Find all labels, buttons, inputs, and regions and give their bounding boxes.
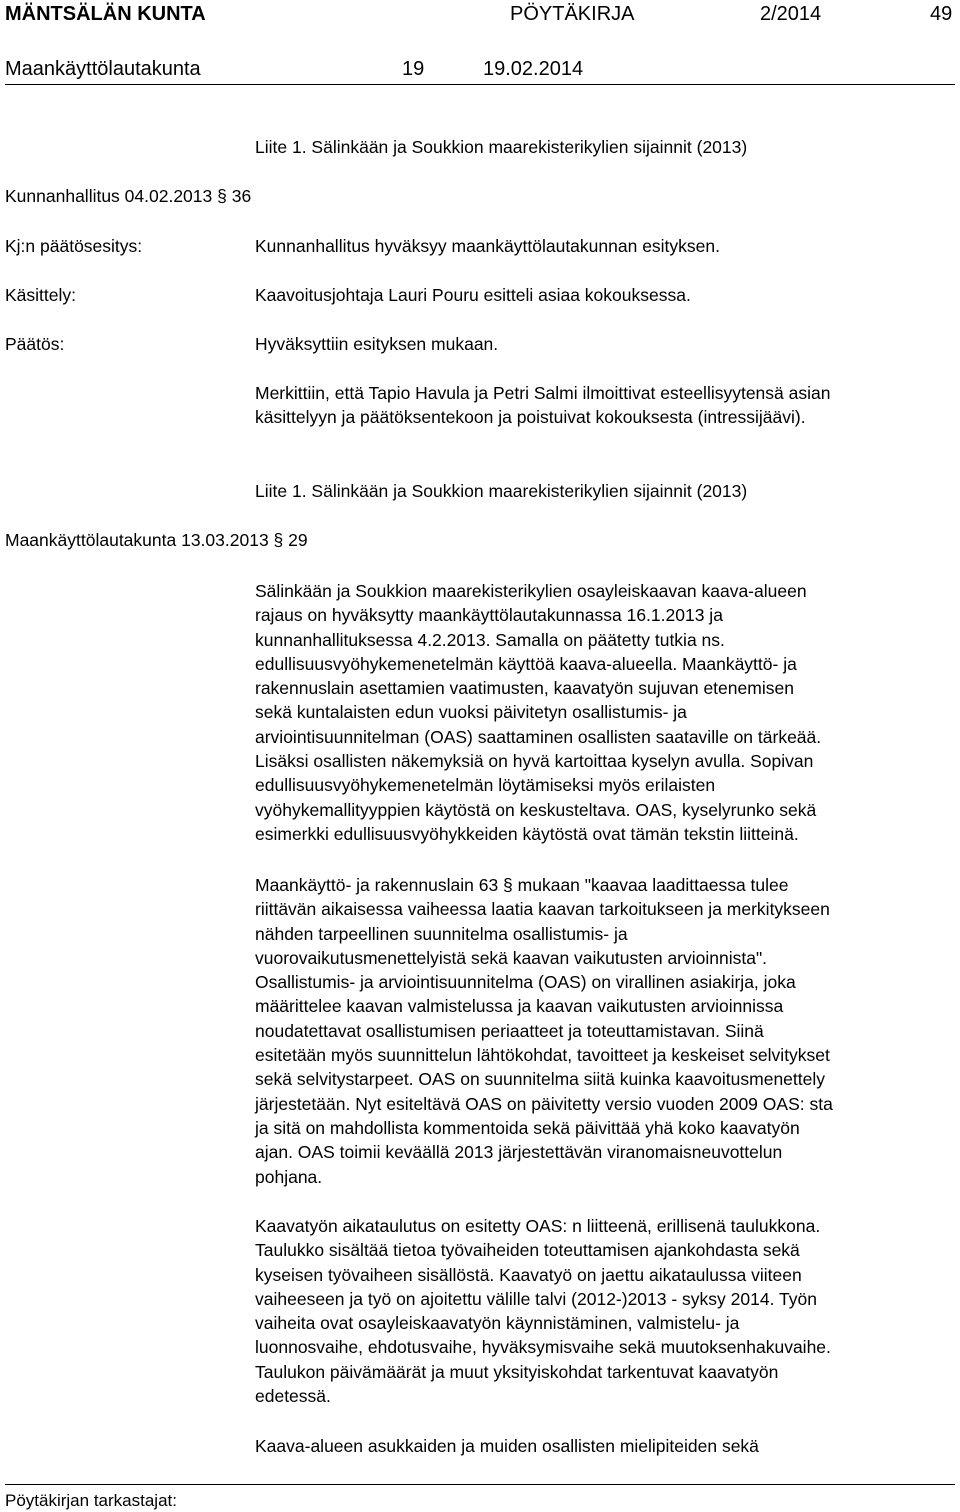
text-line: rajaus on hyväksytty maankäyttölautakunnassa 16.1.2013 ja [255, 605, 723, 626]
page-number: 49 [930, 3, 953, 25]
text-line: Lisäksi osallisten näkemyksiä on hyvä kartoittaa kyselyn avulla. Sopivan [255, 751, 814, 772]
paragraph-3 [255, 1214, 831, 1408]
text-line: määrittelee kaavan valmistelussa ja kaavan vaikutusten arvioinnissa [255, 996, 784, 1017]
text-line: vaiheita ovat osayleiskaavatyön käynnistäminen, valmistelu- ja [255, 1313, 740, 1334]
text-line: Sälinkään ja Soukkion maarekisterikylien osayleiskaavan kaava-alueen [255, 581, 807, 601]
text-line: edullisuusvyöhykemenetelmän löytämiseksi myös erilaisten [255, 775, 716, 796]
text-line: rakennuslain asettamien vaatimusten, kaavatyön sujuvan etenemisen [255, 678, 794, 699]
text-line: vaiheeseen ja työ on ajoitettu välille talvi (2012-)2013 - syksy 2014. Työn [255, 1288, 817, 1309]
decision-text: Hyväksyttiin esityksen mukaan. [255, 334, 499, 354]
paragraph-2 [255, 873, 833, 1189]
text-line: Merkittiin, että Tapio Havula ja Petri Salmi ilmoittivat esteellisyytensä asian [255, 383, 831, 403]
header-underline [5, 84, 955, 85]
text-line: nähden tarpeellinen suunnitelma osallistumis- ja [255, 923, 628, 944]
handling-label: Käsittely: [5, 285, 76, 305]
text-line: vuorovaikutusmenettelyistä sekä kaavan vaikutusten arvioinnista". [255, 947, 768, 968]
decision-label: Päätös: [5, 334, 65, 354]
paragraph-1 [255, 579, 821, 846]
text-line: esimerkki edullisuusvyöhykkeiden käytöstä ovat tämän tekstin liitteinä. [255, 823, 799, 844]
document-number: 2/2014 [760, 3, 822, 25]
meeting-date: 19.02.2014 [483, 58, 584, 80]
handling-text: Kaavoitusjohtaja Lauri Pouru esitteli asiaa kokouksessa. [255, 285, 691, 305]
text-line: Maankäyttö- ja rakennuslain 63 § mukaan "kaavaa laadittaessa tulee [255, 875, 789, 895]
footer-rule [5, 1484, 955, 1485]
text-line: luonnosvaihe, ehdotusvaihe, hyväksymisvaihe sekä muutoksenhakuvaihe. [255, 1337, 831, 1358]
text-line: kunnanhallituksessa 4.2.2013. Samalla on päätetty tutkia ns. [255, 629, 725, 650]
text-line: Kaava-alueen asukkaiden ja muiden osallisten mielipiteiden sekä [255, 1436, 759, 1456]
text-line: järjestetään. Nyt esiteltävä OAS on päivitetty versio vuoden 2009 OAS: sta [255, 1093, 833, 1114]
conflict-of-interest-note [255, 381, 830, 430]
document-type: PÖYTÄKIRJA [510, 3, 635, 25]
text-line: ja sitä on mahdollista kommentoida sekä päivittää yhä koko kaavatyön [255, 1117, 800, 1138]
maankayttolautakunta-heading: Maankäyttölautakunta 13.03.2013 § 29 [5, 530, 308, 550]
paragraph-4 [255, 1434, 759, 1458]
text-line: Taulukon päivämäärät ja muut yksityiskohdat tarkentuvat kaavatyön [255, 1361, 779, 1382]
text-line: edullisuusvyöhykemenetelmän käyttöä kaava-alueella. Maankäyttö- ja [255, 653, 797, 674]
text-line: sekä selvitystarpeet. OAS on suunnitelma siitä kuinka kaavoitusmenettely [255, 1069, 826, 1090]
minutes-checkers-label: Pöytäkirjan tarkastajat: [5, 1491, 177, 1510]
kj-proposal-label: Kj:n päätösesitys: [5, 236, 143, 256]
kunnanhallitus-heading: Kunnanhallitus 04.02.2013 § 36 [5, 186, 252, 206]
text-line: Osallistumis- ja arviointisuunnitelma (OAS) on virallinen asiakirja, joka [255, 972, 796, 993]
text-line: riittävän aikaisessa vaiheessa laatia kaavan tarkoitukseen ja merkitykseen [255, 899, 830, 920]
appendix-reference: Liite 1. Sälinkään ja Soukkion maarekisterikylien sijainnit (2013) [255, 481, 748, 501]
text-line: Kaavatyön aikataulutus on esitetty OAS: n liitteenä, erillisenä taulukkona. [255, 1216, 821, 1236]
text-line: edetessä. [255, 1386, 331, 1407]
text-line: ajan. OAS toimii keväällä 2013 järjestettävän viranomaisneuvottelun [255, 1142, 783, 1163]
text-line: sekä kuntalaisten edun vuoksi päivitetyn osallistumis- ja [255, 702, 687, 723]
appendix-reference: Liite 1. Sälinkään ja Soukkion maarekisterikylien sijainnit (2013) [255, 137, 748, 157]
text-line: käsittelyyn ja päätöksentekoon ja poistuivat kokouksesta (intressijäävi). [255, 407, 806, 428]
text-line: pohjana. [255, 1166, 323, 1187]
committee-name: Maankäyttölautakunta [5, 58, 201, 80]
text-line: Taulukko sisältää tietoa työvaiheiden toteuttamisen ajankohdasta sekä [255, 1240, 800, 1261]
text-line: esitetään myös suunnittelun lähtökohdat, tavoitteet ja keskeiset selvitykset [255, 1045, 830, 1066]
organization-name: MÄNTSÄLÄN KUNTA [5, 3, 206, 25]
text-line: arviointisuunnitelman (OAS) saattaminen osallisten saataville on tärkeää. [255, 726, 822, 747]
kj-proposal-text: Kunnanhallitus hyväksyy maankäyttölautakunnan esityksen. [255, 236, 720, 256]
text-line: kyseisen työvaiheen sisällöstä. Kaavatyö on jaettu aikataulussa viiteen [255, 1264, 802, 1285]
text-line: vyöhykemallityyppien käytöstä on keskusteltava. OAS, kyselyrunko sekä [255, 799, 817, 820]
text-line: noudatettavat osallistumisen periaatteet ja toteuttamistavan. Siinä [255, 1020, 764, 1041]
section-number: 19 [402, 58, 425, 80]
